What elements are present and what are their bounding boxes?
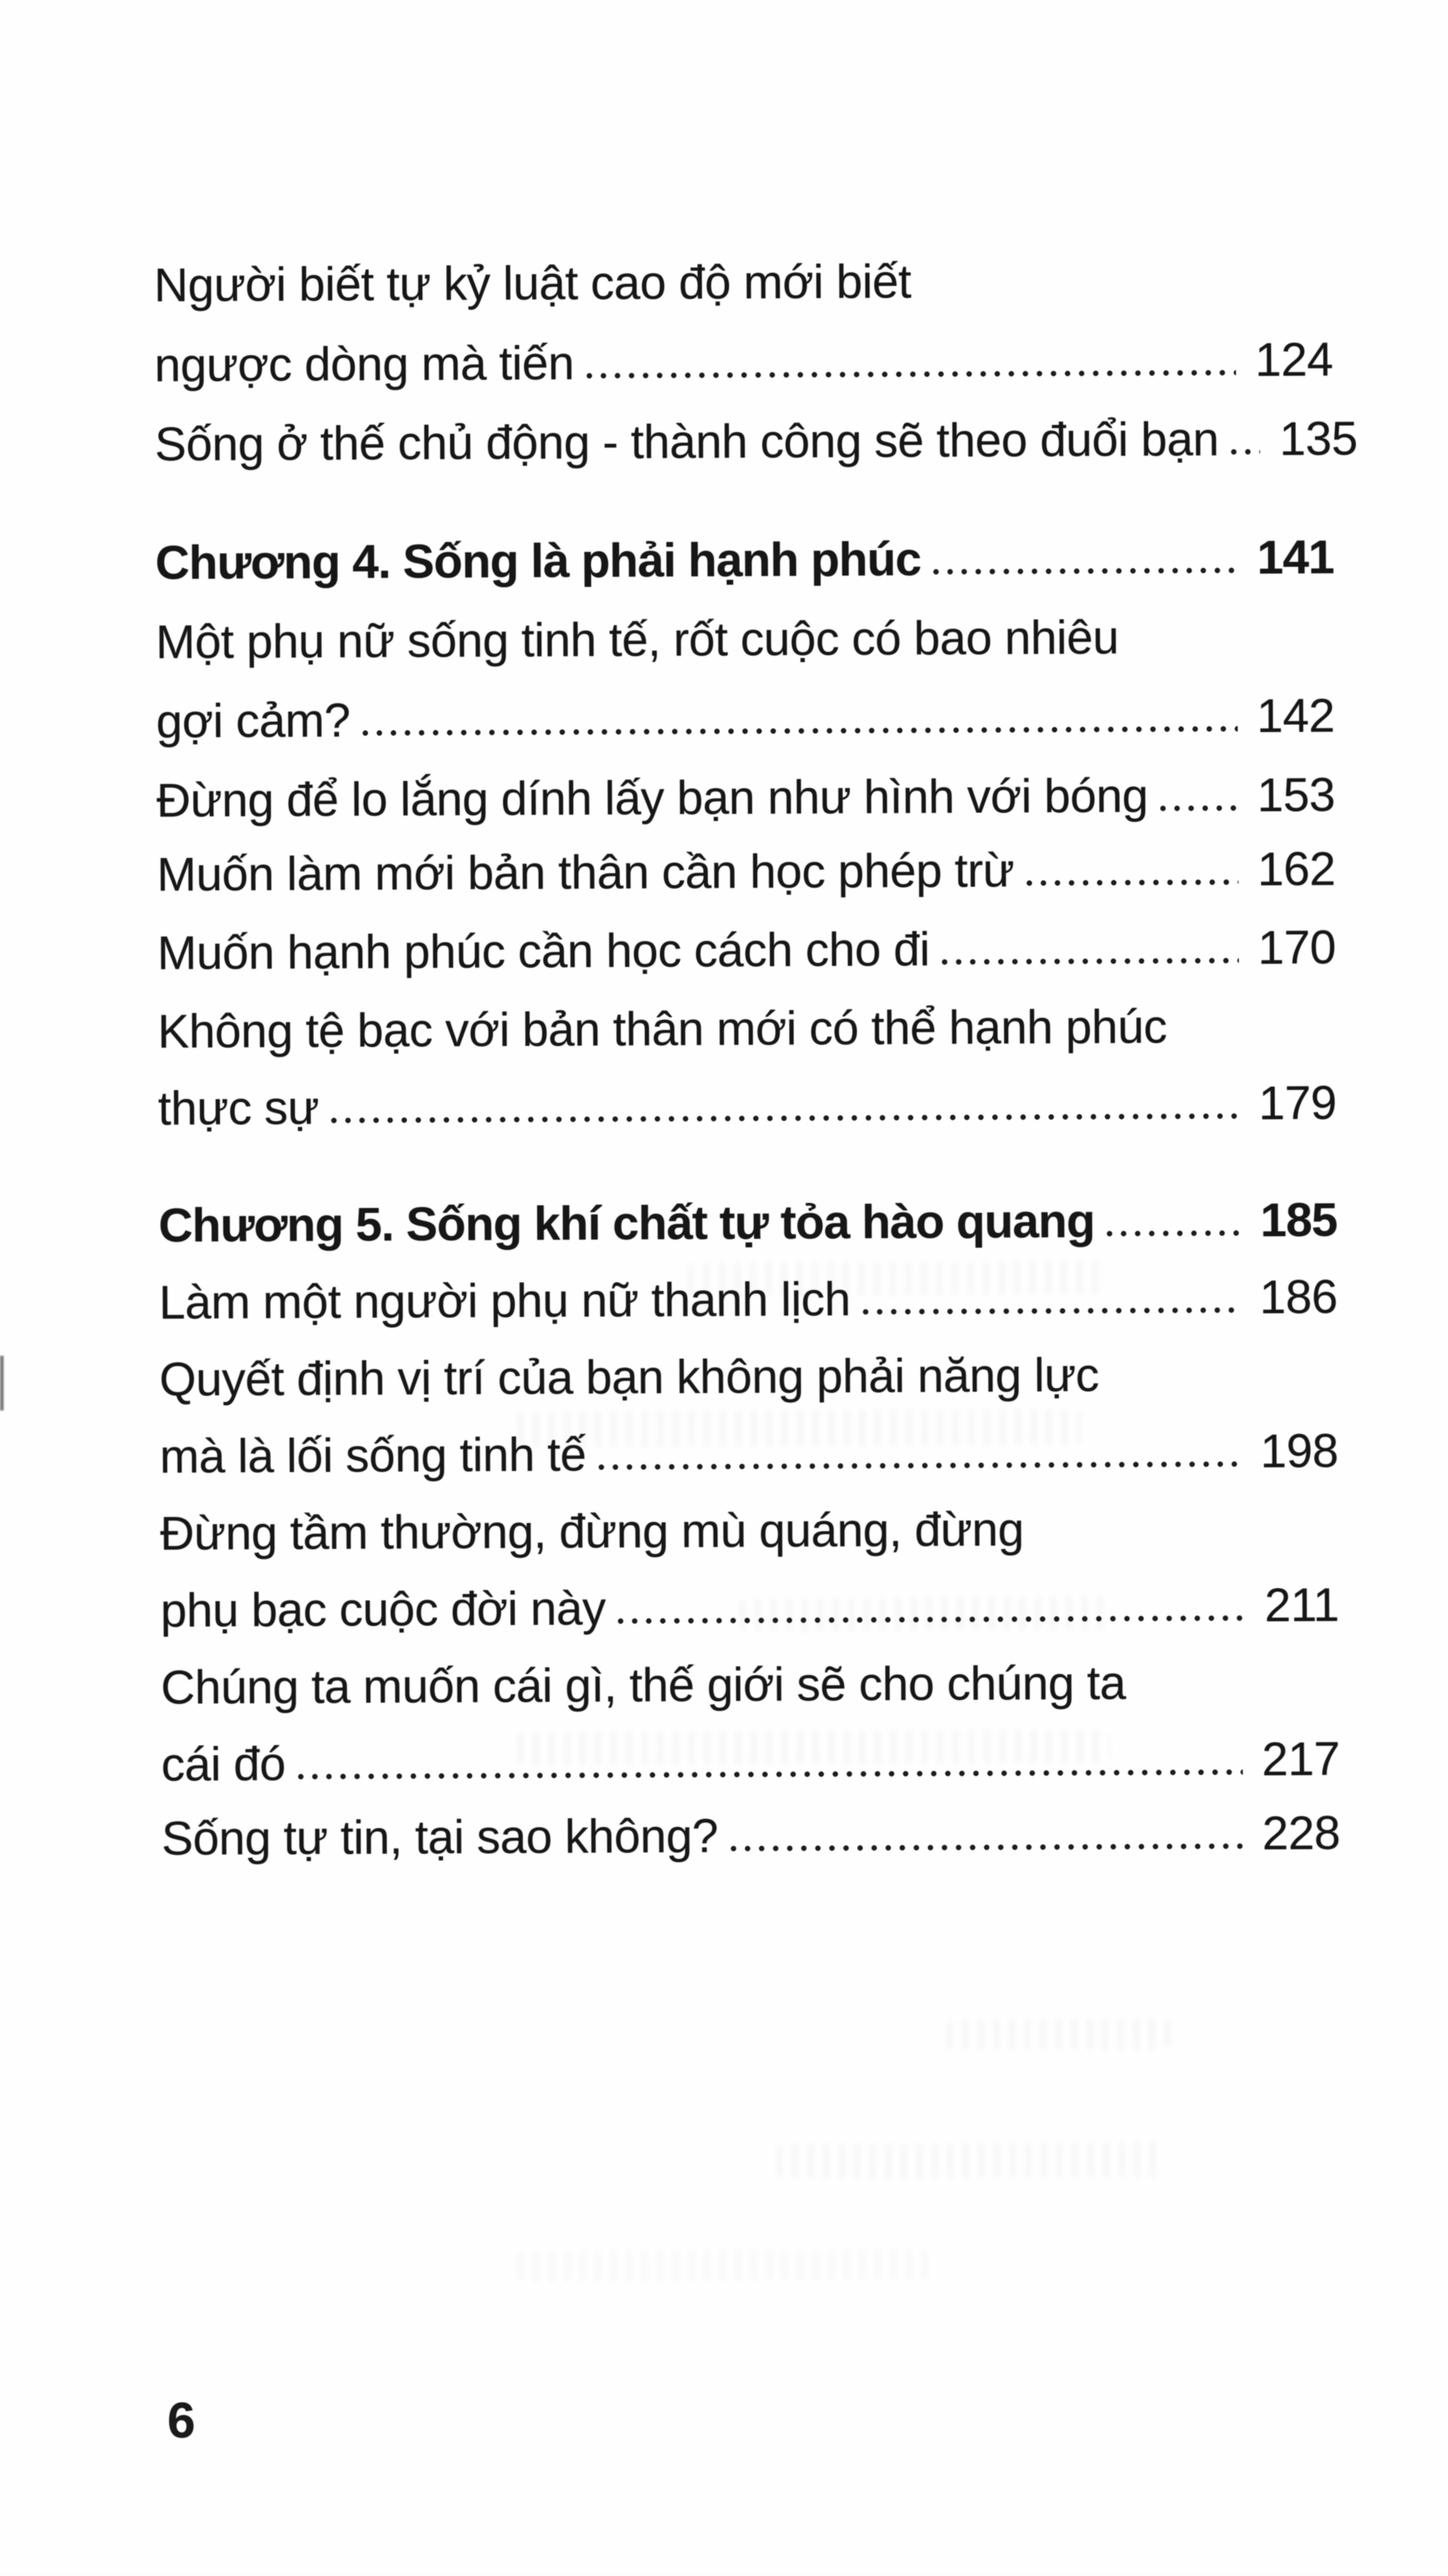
dot-leader [730,1843,1243,1852]
toc-entry-text: Chúng ta muốn cái gì, thế giới sẽ cho chúng ta [161,1656,1126,1714]
toc-row [161,1718,1341,1805]
toc-entry-text: Muốn hạnh phúc cần học cách cho đi [157,922,930,980]
toc-entry-text: phụ bạc cuộc đời này [160,1581,606,1637]
toc-page-number: 162 [1257,842,1336,896]
toc-chapter-row [155,516,1335,603]
toc-row [154,318,1333,406]
toc-entry-text: Sống ở thế chủ động - thành công sẽ theo đuổi bạn [154,412,1219,471]
toc-row [158,1062,1337,1149]
toc-entry-text: Chương 4. Sống là phải hạnh phúc [155,532,922,589]
table-of-contents [152,0,1358,2576]
toc-row [159,1410,1338,1497]
toc-entry-text: Không tệ bạc với bản thân mới có thể hạnh phúc [157,1000,1167,1058]
toc-entry-text: gợi cảm? [155,693,351,748]
toc-page-number: 186 [1259,1270,1338,1324]
toc-row [161,1564,1340,1651]
toc-chapter-row [158,1179,1338,1266]
dot-leader [942,957,1238,966]
toc-page-number: 179 [1258,1076,1337,1130]
toc-row [160,1487,1339,1574]
dot-leader [862,1307,1241,1315]
toc-entry-text: Đừng để lo lắng dính lấy bạn như hình với bóng [156,769,1148,827]
dot-leader [598,1461,1241,1471]
toc-row [156,675,1335,762]
toc-entry-text: Chương 5. Sống khí chất tự tỏa hào quang [158,1194,1095,1252]
page-number: 6 [167,2392,195,2449]
toc-row [158,1256,1338,1343]
dot-leader [1026,879,1238,886]
toc-page-number: 170 [1257,920,1336,974]
dot-leader [1230,449,1260,455]
toc-entry-text: cái đó [161,1737,286,1791]
toc-page-number: 124 [1255,332,1333,387]
dot-leader [1160,805,1238,812]
toc-entry-text: ngược dòng mà tiến [154,336,574,392]
toc-entry-text: Làm một người phụ nữ thanh lịch [158,1272,851,1329]
dot-leader [298,1769,1243,1780]
toc-page-number: 211 [1264,1578,1339,1632]
dot-leader [331,1113,1239,1124]
toc-entry-text: Một phụ nữ sống tinh tế, rốt cuộc có bao nhiêu [155,610,1119,669]
toc-entry-text: Đừng tầm thường, đừng mù quáng, đừng [160,1502,1025,1560]
toc-entry-text: Quyết định vị trí của bạn không phải năng lực [159,1348,1099,1406]
toc-row [157,906,1336,994]
toc-page-number: 135 [1279,411,1358,466]
toc-row [161,1792,1341,1879]
toc-page-number: 142 [1256,689,1335,743]
dot-leader [1107,1230,1241,1237]
toc-row [157,828,1336,915]
dot-leader [617,1615,1245,1625]
toc-entry-text: Muốn làm mới bản thân cần học phép trừ [156,843,1015,901]
dot-leader [362,726,1238,737]
toc-page-number: 217 [1261,1732,1340,1786]
toc-page-number: 141 [1256,530,1335,584]
scan-edge-artifact [0,1356,4,1411]
toc-row [159,1333,1338,1420]
toc-row [154,238,1333,326]
toc-entry-text: Người biết tự kỷ luật cao độ mới biết [153,254,911,312]
toc-page-number: 198 [1260,1424,1338,1478]
toc-entry-text: thực sự [158,1080,319,1135]
toc-entry-text: Sống tự tin, tại sao không? [161,1809,719,1865]
dot-leader [933,567,1238,575]
toc-page-number: 228 [1261,1806,1341,1860]
toc-row [155,595,1335,683]
toc-row [156,754,1335,841]
dot-leader [586,369,1236,379]
toc-row [161,1641,1340,1728]
toc-row [158,985,1337,1072]
toc-entry-text: mà là lối sống tinh tế [159,1428,586,1483]
toc-page-number: 185 [1260,1193,1338,1247]
toc-page-number: 153 [1256,768,1335,822]
toc-row [154,398,1358,485]
